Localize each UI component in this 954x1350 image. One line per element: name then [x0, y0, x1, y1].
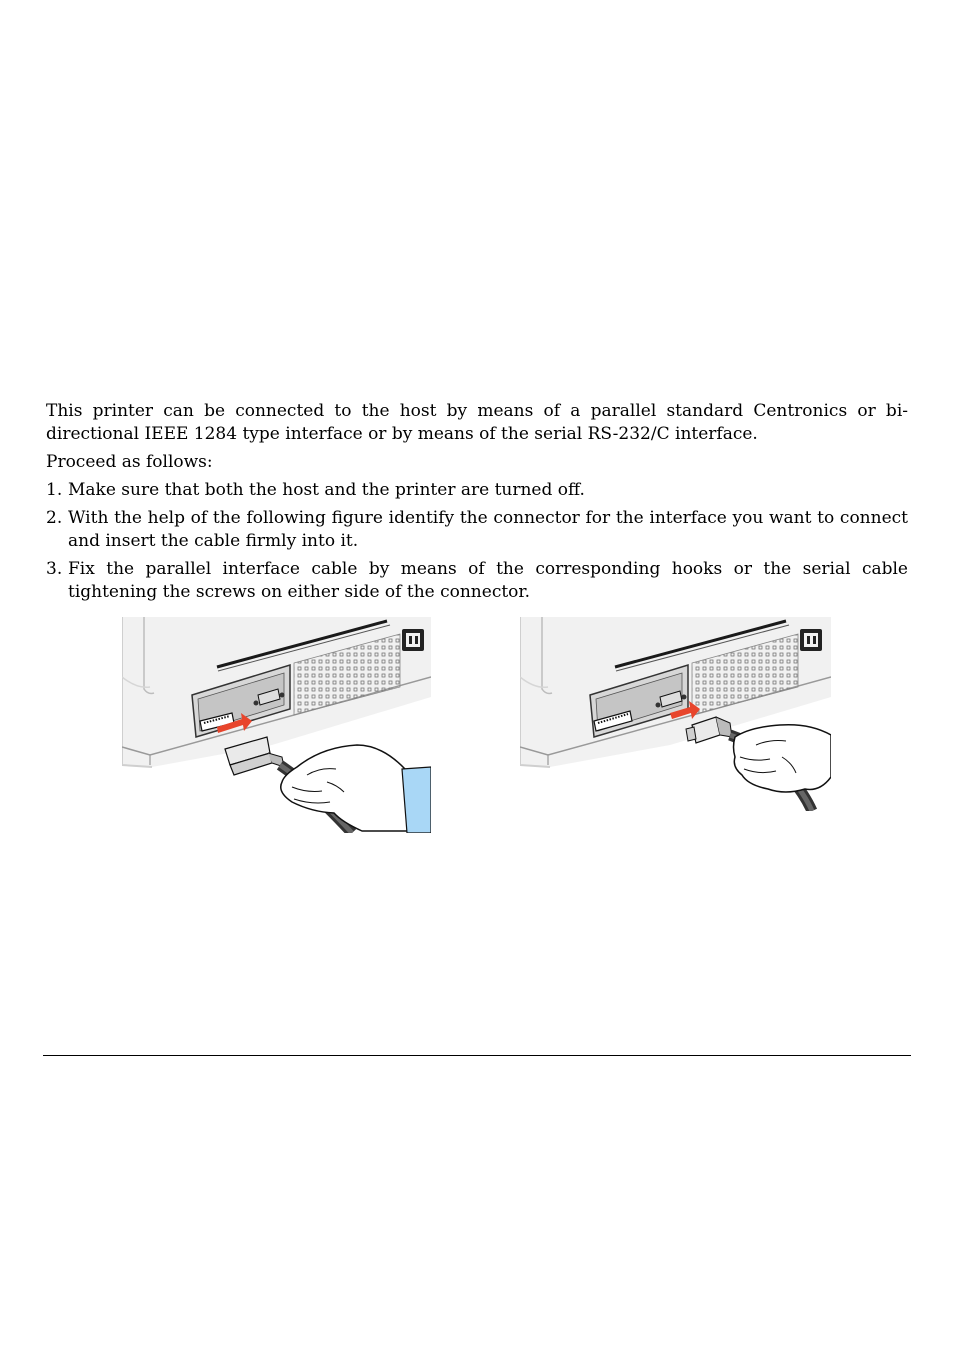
parallel-connector-illustration — [122, 617, 431, 833]
step-text: With the help of the following figure identify the connector for the interface you want to connect and insert the cable firmly into it. — [68, 508, 908, 551]
step-number: 2. — [46, 508, 63, 528]
step-item — [46, 507, 908, 553]
serial-cable-connector-icon — [520, 617, 831, 811]
intro-paragraph: This printer can be connected to the host by means of a parallel standard Centronics or bi-directional IEEE 1284 type interface or by means of the serial RS-232/C interface. — [46, 401, 908, 444]
step-list — [46, 479, 908, 604]
step-text: Fix the parallel interface cable by means of the corresponding hooks or the serial cable tightening the screws on either side of the connector. — [68, 559, 908, 602]
step-text: Make sure that both the host and the printer are turned off. — [68, 480, 585, 500]
parallel-cable-connector-icon — [122, 617, 431, 833]
footer-rule — [43, 1055, 911, 1056]
serial-connector-illustration — [520, 617, 831, 811]
step-item — [46, 479, 908, 502]
step-number: 3. — [46, 559, 63, 579]
page-content — [46, 400, 908, 609]
step-number: 1. — [46, 480, 63, 500]
intro-lead: Proceed as follows: — [46, 452, 213, 472]
step-item — [46, 558, 908, 604]
